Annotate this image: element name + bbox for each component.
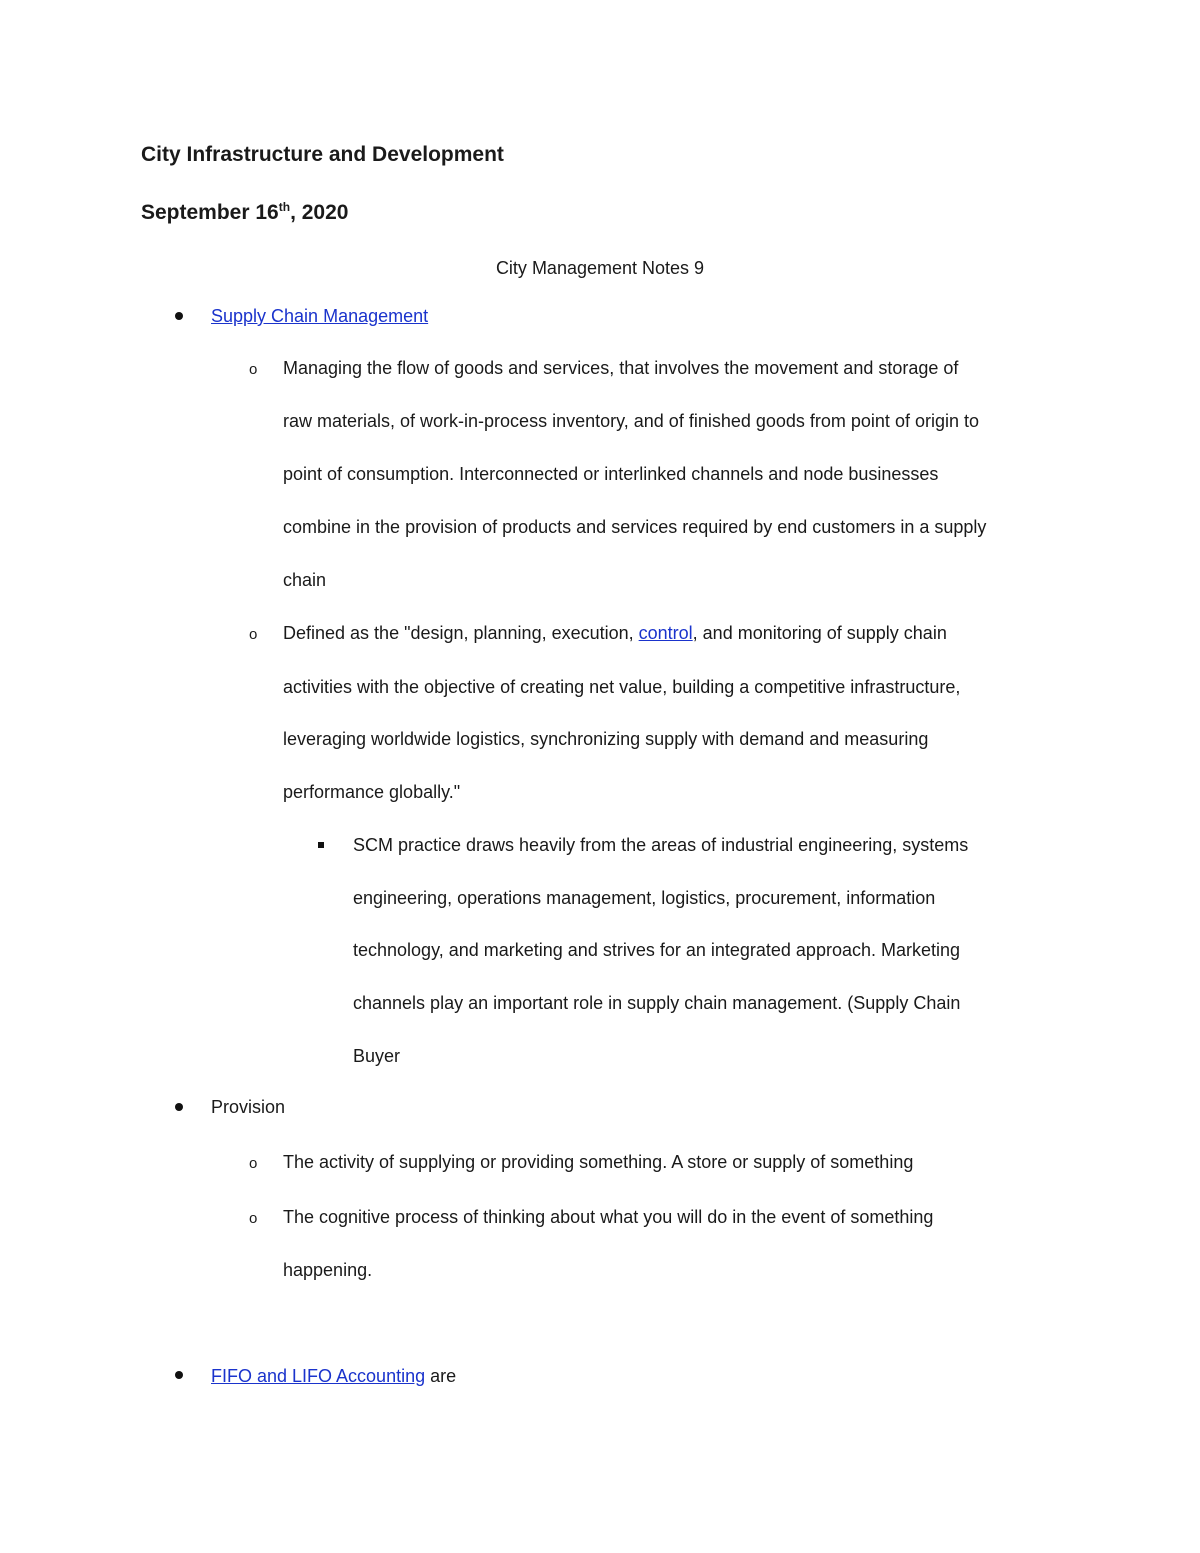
date-prefix: September 16 xyxy=(141,201,279,224)
provision-def2-line: happening. xyxy=(283,1260,373,1280)
scm-def1-line: point of consumption. Interconnected or interlinked channels and node businesses xyxy=(283,464,939,484)
provision-def1: The activity of supplying or providing something. A store or supply of something xyxy=(283,1152,914,1172)
bullet-circle-icon: o xyxy=(249,1155,258,1172)
bullet-circle-icon: o xyxy=(249,626,258,643)
course-heading: City Infrastructure and Development xyxy=(141,143,504,166)
list-item-scm xyxy=(211,304,428,328)
scm-practice-line: channels play an important role in supply chain management. (Supply Chain xyxy=(353,993,961,1013)
scm-practice-line: SCM practice draws heavily from the areas of industrial engineering, systems xyxy=(353,835,969,855)
scm-def2-line: activities with the objective of creating net value, building a competitive infrastructure, xyxy=(283,677,961,697)
scm-def1-line: Managing the flow of goods and services, that involves the movement and storage of xyxy=(283,358,959,378)
bullet-circle-icon: o xyxy=(249,361,258,378)
fifo-lifo-link[interactable]: FIFO and LIFO Accounting xyxy=(211,1366,426,1386)
provision-def2-line: The cognitive process of thinking about what you will do in the event of something xyxy=(283,1207,934,1227)
control-link[interactable]: control xyxy=(638,623,693,643)
list-item-fifo xyxy=(211,1364,456,1388)
date-suffix: , 2020 xyxy=(290,201,349,224)
scm-def1-line: chain xyxy=(283,570,327,590)
bullet-circle-icon: o xyxy=(249,1210,258,1227)
scm-practice-line: technology, and marketing and strives for an integrated approach. Marketing xyxy=(353,940,961,960)
scm-def1-line: raw materials, of work-in-process inventory, and of finished goods from point of origin to xyxy=(283,411,979,431)
scm-def1-line: combine in the provision of products and services required by end customers in a supply xyxy=(283,517,987,537)
bullet-dot-icon xyxy=(175,1103,183,1111)
scm-practice-line: engineering, operations management, logistics, procurement, information xyxy=(353,888,936,908)
scm-def2-first-line xyxy=(283,621,947,645)
bullet-dot-icon xyxy=(175,1371,183,1379)
scm-def2-line: leveraging worldwide logistics, synchronizing supply with demand and measuring xyxy=(283,729,929,749)
list-item-provision: Provision xyxy=(211,1097,286,1117)
fifo-after-text: are xyxy=(425,1366,457,1386)
scm-def2-text: , and monitoring of supply chain xyxy=(692,623,947,643)
bullet-square-icon xyxy=(318,842,324,848)
scm-def2-text: Defined as the "design, planning, execution, xyxy=(283,623,639,643)
scm-link[interactable]: Supply Chain Management xyxy=(211,306,429,326)
date-heading xyxy=(141,201,348,225)
notes-title: City Management Notes 9 xyxy=(495,258,705,278)
bullet-dot-icon xyxy=(175,312,183,320)
date-superscript: th xyxy=(278,200,291,214)
scm-def2-line: performance globally." xyxy=(283,782,461,802)
scm-practice-line: Buyer xyxy=(353,1046,401,1066)
